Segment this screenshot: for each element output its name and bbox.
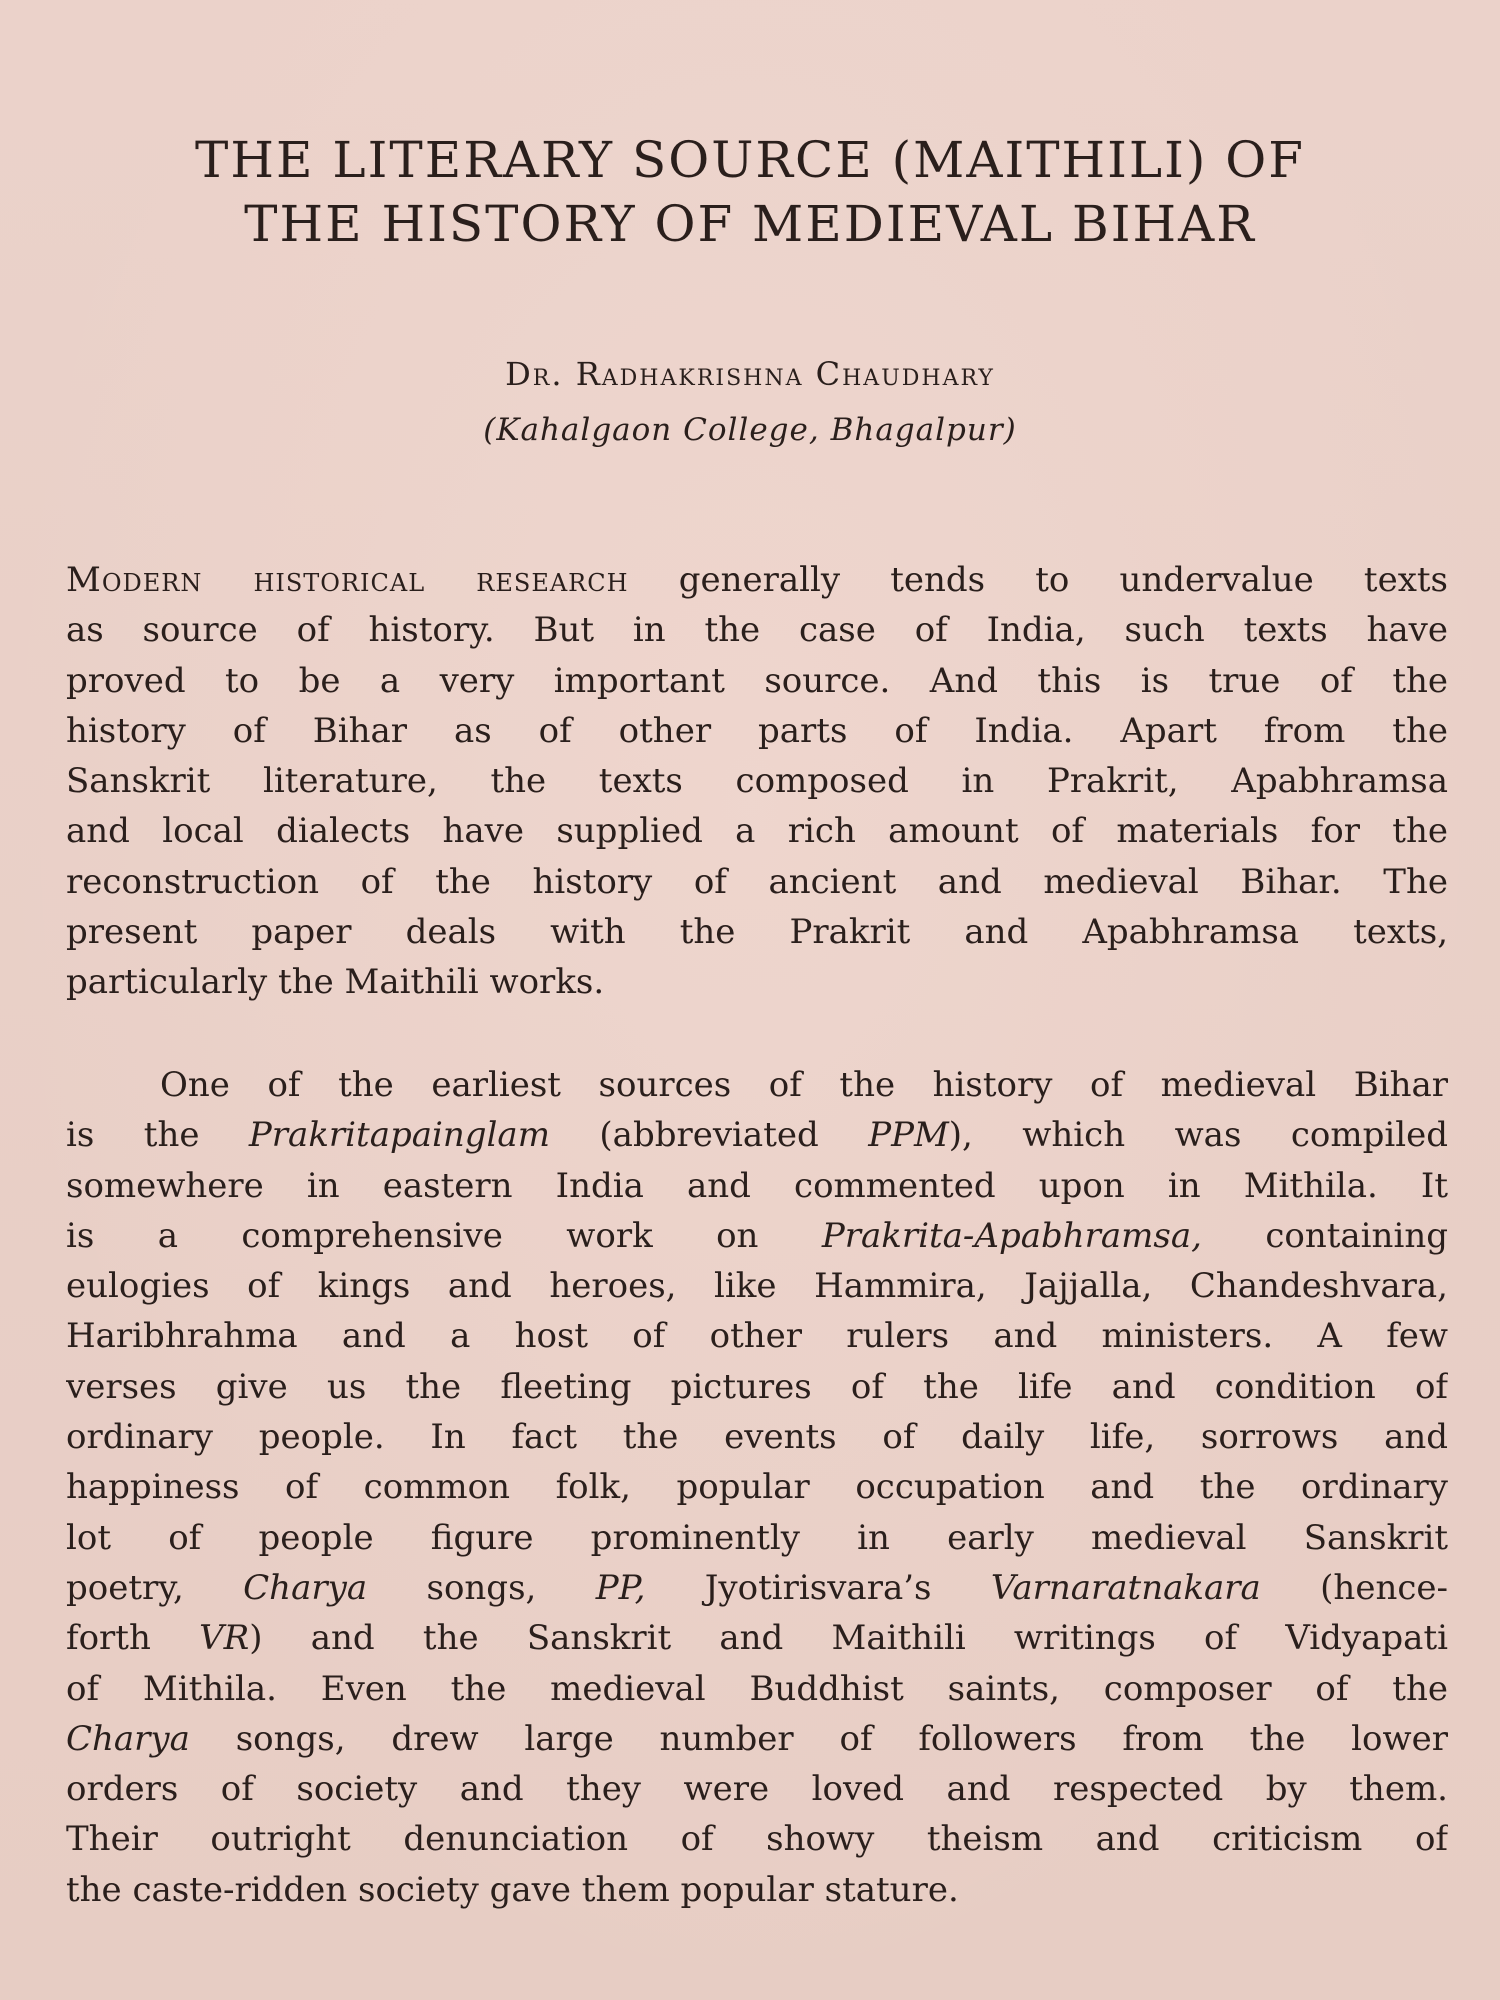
paragraph-line: forth VR) and the Sanskrit and Maithili writings of Vidyapati <box>66 1618 1448 1659</box>
paragraph-line: particularly the Maithili works. <box>66 962 605 1003</box>
paragraph-line: happiness of common folk, popular occupation and the ordinary <box>66 1467 1448 1508</box>
paragraph-line: is the Prakritapainglam (abbreviated PPM), which was compiled <box>66 1115 1448 1156</box>
italic-title: Charya <box>66 1718 190 1759</box>
paragraph-line: is a comprehensive work on Prakrita-Apabhramsa, containing <box>66 1215 1448 1256</box>
italic-title: Varnaratnakara <box>990 1567 1261 1608</box>
italic-abbrev: PP, <box>595 1567 646 1608</box>
italic-abbrev: VR <box>199 1618 250 1659</box>
paragraph-line: Their outright denunciation of showy theism and criticism of <box>66 1819 1448 1860</box>
paragraph-line: proved to be a very important source. And this is true of the <box>66 660 1448 701</box>
paragraph-line: verses give us the fleeting pictures of the life and condition of <box>66 1366 1448 1407</box>
paragraph-2 <box>66 1060 1448 1915</box>
paragraph-line: somewhere in eastern India and commented upon in Mithila. It <box>66 1165 1448 1206</box>
title-line-2: THE HISTORY OF MEDIEVAL BIHAR <box>244 195 1256 253</box>
paragraph-line: as source of history. But in the case of India, such texts have <box>66 610 1448 651</box>
paragraph-1 <box>66 555 1448 1008</box>
paragraph-line: history of Bihar as of other parts of India. Apart from the <box>66 710 1448 751</box>
paragraph-line: ordinary people. In fact the events of daily life, sorrows and <box>66 1417 1448 1458</box>
paragraph-line: One of the earliest sources of the history of medieval Bihar <box>160 1065 1448 1105</box>
paragraph-line: orders of society and they were loved and respected by them. <box>66 1769 1448 1810</box>
paragraph-line: the caste-ridden society gave them popular stature. <box>66 1869 959 1910</box>
paragraph-line: Sanskrit literature, the texts composed in Prakrit, Apabhramsa <box>66 761 1448 802</box>
paragraph-line: eulogies of kings and heroes, like Hammira, Jajjalla, Chandeshvara, <box>66 1266 1448 1307</box>
article-title <box>100 128 1400 256</box>
paragraph-line: lot of people figure prominently in early medieval Sanskrit <box>66 1517 1448 1558</box>
lead-in-small-caps: Modern historical research <box>66 560 629 600</box>
italic-title: Prakritapainglam <box>248 1115 550 1156</box>
italic-abbrev: PPM <box>868 1115 949 1156</box>
paragraph-line: poetry, Charya songs, PP, Jyotirisvara’s Varnaratnakara (hence- <box>66 1567 1448 1608</box>
author-name: Dr. Radhakrishna Chaudhary <box>505 355 995 393</box>
paragraph-line: Modern historical research generally tends to undervalue texts <box>66 560 1448 600</box>
paragraph-line: Charya songs, drew large number of followers from the lower <box>66 1718 1448 1759</box>
paragraph-line: reconstruction of the history of ancient and medieval Bihar. The <box>66 861 1448 902</box>
paragraph-line: Haribhrahma and a host of other rulers and ministers. A few <box>66 1316 1448 1357</box>
title-line-1: THE LITERARY SOURCE (MAITHILI) OF <box>195 131 1305 189</box>
paragraph-line: of Mithila. Even the medieval Buddhist saints, composer of the <box>66 1668 1448 1709</box>
paragraph-line: and local dialects have supplied a rich amount of materials for the <box>66 811 1448 852</box>
author-affiliation: (Kahalgaon College, Bhagalpur) <box>483 412 1017 448</box>
paragraph-line: present paper deals with the Prakrit and Apabhramsa texts, <box>66 912 1448 953</box>
italic-title: Prakrita-Apabhramsa, <box>821 1215 1202 1256</box>
italic-title: Charya <box>243 1567 368 1608</box>
